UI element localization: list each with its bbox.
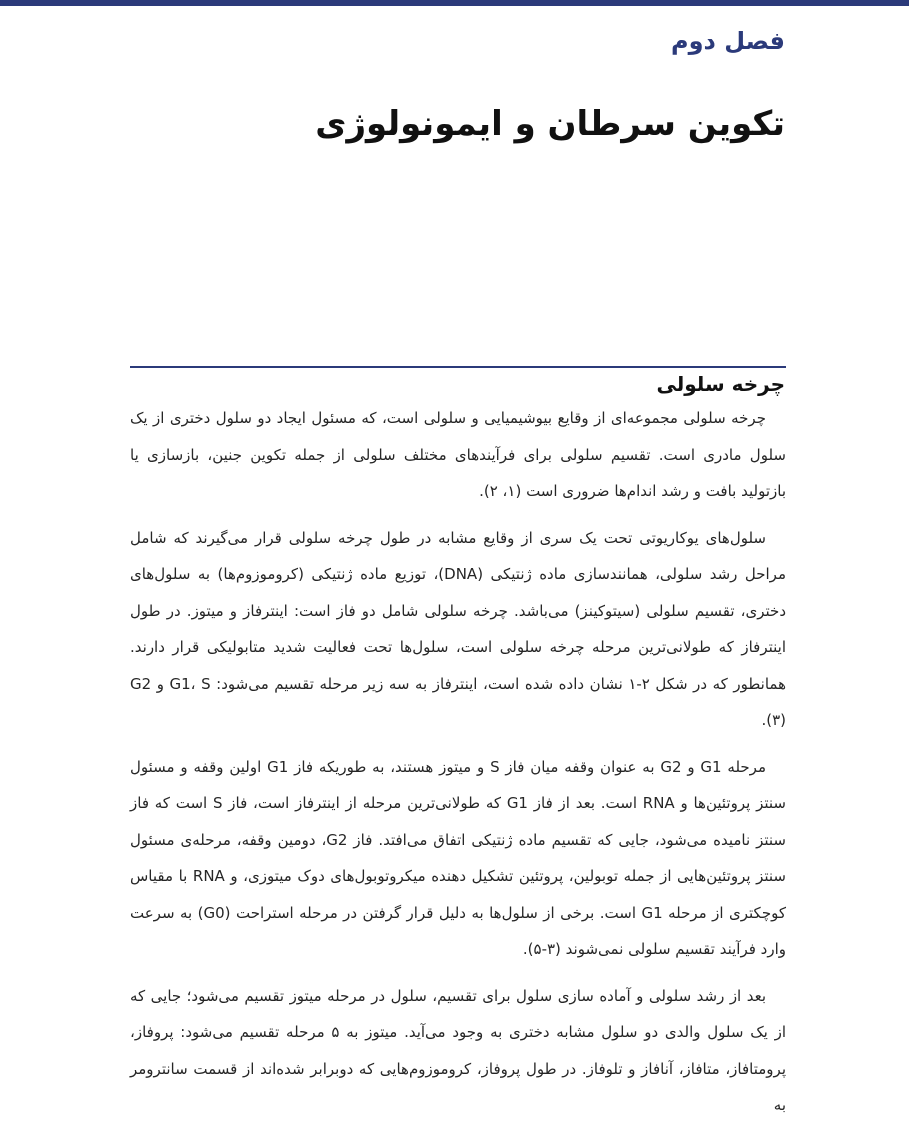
paragraph: سلول‌های یوکاریوتی تحت یک سری از وقایع مشابه در طول چرخه سلولی قرار می‌گیرند که شامل مراحل رشد سلولی، همانندسازی ماده ژنتیکی (DNA)، توزیع ماده ژنتیکی (کروموزوم‌ها) به سلول‌های دختری، تقسیم سلولی (سیتوکینز) می‌باشد. چرخه سلولی شامل دو فاز است: اینترفاز و میتوز. در طول اینترفاز که طولانی‌ترین مرحله چرخه سلولی است، سلول‌ها تحت فعالیت شدید متابولیکی قرار دارند. همانطور که در شکل ۲-۱ نشان داده شده است، اینترفاز به سه زیر مرحله تقسیم می‌شود: G1، S و G2 (۳). <box>130 528 786 729</box>
section-heading: چرخه سلولی <box>656 372 785 396</box>
chapter-label: فصل دوم <box>671 27 785 55</box>
chapter-title: تکوین سرطان و ایمونولوژی <box>315 104 785 144</box>
paragraph: بعد از رشد سلولی و آماده سازی سلول برای تقسیم، سلول در مرحله میتوز تقسیم می‌شود؛ جایی که از یک سلول والدی دو سلول مشابه دختری به وجود می‌آید. میتوز به ۵ مرحله تقسیم می‌شود: پروفاز، پرومتافاز، متافاز، آنافاز و تلوفاز. در طول پروفاز، کروموزوم‌هایی که دوبرابر شده‌اند از قسمت سانترومر به <box>130 986 786 1114</box>
paragraph: چرخه سلولی مجموعه‌ای از وقایع بیوشیمیایی و سلولی است، که مسئول ایجاد دو سلول دختری از یک سلول مادری است. تقسیم سلولی برای فرآیندهای مختلف سلولی از جمله تکوین جنین، بازسازی یا بازتولید بافت و رشد اندام‌ها ضروری است (۱، ۲). <box>130 409 786 500</box>
body-text <box>130 400 786 1134</box>
top-border-bar <box>0 0 909 6</box>
paragraph: مرحله G1 و G2 به عنوان وقفه میان فاز S و میتوز هستند، به طوریکه فاز G1 اولین وقفه و مسئول سنتز پروتئین‌ها و RNA است. بعد از فاز G1 که طولانی‌ترین مرحله از اینترفاز است، فاز S است که فاز سنتز نامیده می‌شود، جایی که تقسیم ماده ژنتیکی اتفاق می‌افتد. فاز G2، دومین وقفه، مرحله‌ی مسئول سنتز پروتئین‌هایی از جمله توبولین، پروتئین تشکیل دهنده میکروتوبول‌های دوک میتوزی، و RNA با مقیاس کوچکتری از مرحله G1 است. برخی از سلول‌ها به دلیل قرار گرفتن در مرحله استراحت (G0) به سرعت وارد فرآیند تقسیم سلولی نمی‌شوند (۳-۵). <box>130 757 787 958</box>
